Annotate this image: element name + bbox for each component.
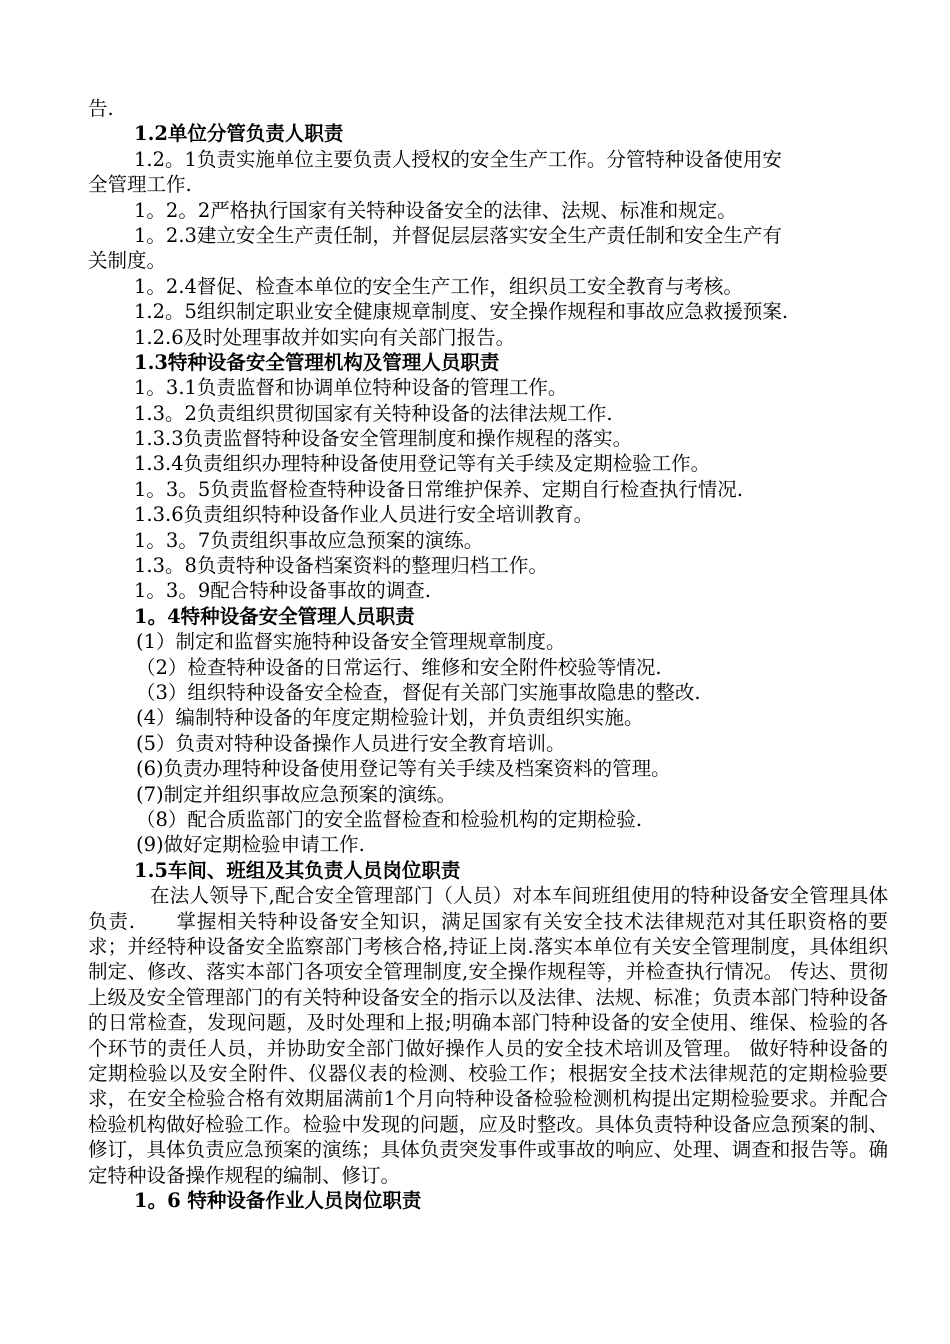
text-line: （2）检查特种设备的日常运行、维修和安全附件校验等情况.: [136, 655, 662, 679]
text-line: 1。2.4督促、检查本单位的安全生产工作，组织员工安全教育与考核。: [134, 274, 743, 298]
text-line: （3）组织特种设备安全检查，督促有关部门实施事故隐患的整改.: [136, 680, 701, 704]
text-line: （8）配合质监部门的安全监督检查和检验机构的定期检验.: [136, 807, 643, 831]
text-line: 1.3。8负责特种设备档案资料的整理归档工作。: [134, 554, 548, 578]
text-line: 1。3。5负责监督检查特种设备日常维护保养、定期自行检查执行情况.: [134, 477, 743, 501]
text-line: 告.: [88, 97, 114, 120]
document-lines: [88, 96, 888, 883]
section-heading: 1.5车间、班组及其负责人员岗位职责: [134, 858, 461, 882]
section-heading: 1.2单位分管负责人职责: [134, 122, 344, 146]
text-line: 1。3.1负责监督和协调单位特种设备的管理工作。: [134, 376, 568, 400]
text-line: (7)制定并组织事故应急预案的演练。: [136, 782, 457, 806]
text-line: 1.3。2负责组织贯彻国家有关特种设备的法律法规工作.: [134, 401, 613, 425]
text-line: 1.2。5组织制定职业安全健康规章制度、安全操作规程和事故应急救援预案.: [134, 300, 789, 324]
section-heading: 1。4特种设备安全管理人员职责: [134, 604, 415, 628]
text-line: 关制度。: [88, 249, 167, 273]
document-page: [88, 96, 888, 1213]
section-heading: 1.3特种设备安全管理机构及管理人员职责: [134, 350, 500, 374]
text-line: 1。3。7负责组织事故应急预案的演练。: [134, 528, 484, 552]
text-line: (1）制定和监督实施特种设备安全管理规章制度。: [136, 630, 566, 654]
text-line: (9)做好定期检验申请工作.: [136, 833, 365, 857]
text-line: 1.3.3负责监督特种设备安全管理制度和操作规程的落实。: [134, 427, 633, 451]
text-line: (6)负责办理特种设备使用登记等有关手续及档案资料的管理。: [136, 757, 671, 781]
text-line: 1.3.6负责组织特种设备作业人员进行安全培训教育。: [134, 503, 594, 527]
section-1-5-paragraph: 在法人领导下,配合安全管理部门（人员）对本车间班组使用的特种设备安全管理具体负责. 掌握相关特种设备安全知识，满足国家有关安全技术法律规范对其任职资格的要求；并经特种设备安全监察部门考核合格,持证上岗.落实本单位有关安全管理制度，具体组织制定、修改、落实本部门各项安全管理制度,安全操作规程等，并检查执行情况。 传达、贯彻上级及安全管理部门的有关特种设备安全的指示以及法律、法规、标准；负责本部门特种设备的日常检查，发现问题，及时处理和上报;明确本部门特种设备的安全使用、维保、检验的各个环节的责任人员，并协助安全部门做好操作人员的安全技术培训及管理。 做好特种设备的定期检验以及安全附件、仪器仪表的检测、校验工作；根据安全技术法律规范的定期检验要求，在安全检验合格有效期届满前1个月向特种设备检验检测机构提出定期检验要求。并配合检验机构做好检验工作。检验中发现的问题，应及时整改。具体负责特种设备应急预案的制、修订，具体负责应急预案的演练；具体负责突发事件或事故的响应、处理、调查和报告等。确定特种设备操作规程的编制、修订。: [88, 884, 888, 1187]
text-line: (5）负责对特种设备操作人员进行安全教育培训。: [136, 731, 566, 755]
text-line: 全管理工作.: [88, 173, 192, 197]
text-line: 1.3.4负责组织办理特种设备使用登记等有关手续及定期检验工作。: [134, 452, 711, 476]
text-line: 1。3。9配合特种设备事故的调查.: [134, 579, 431, 603]
text-line: (4）编制特种设备的年度定期检验计划，并负责组织实施。: [136, 706, 644, 730]
text-line: 1.2。1负责实施单位主要负责人授权的安全生产工作。分管特种设备使用安: [134, 147, 782, 171]
text-line: 1。2.3建立安全生产责任制，并督促层层落实安全生产责任制和安全生产有: [134, 223, 782, 247]
text-line: 1。2。2严格执行国家有关特种设备安全的法律、法规、标准和规定。: [134, 198, 737, 222]
section-heading-1-6: 1。6 特种设备作业人员岗位职责: [134, 1188, 422, 1212]
text-line: 1.2.6及时处理事故并如实向有关部门报告。: [134, 325, 516, 349]
